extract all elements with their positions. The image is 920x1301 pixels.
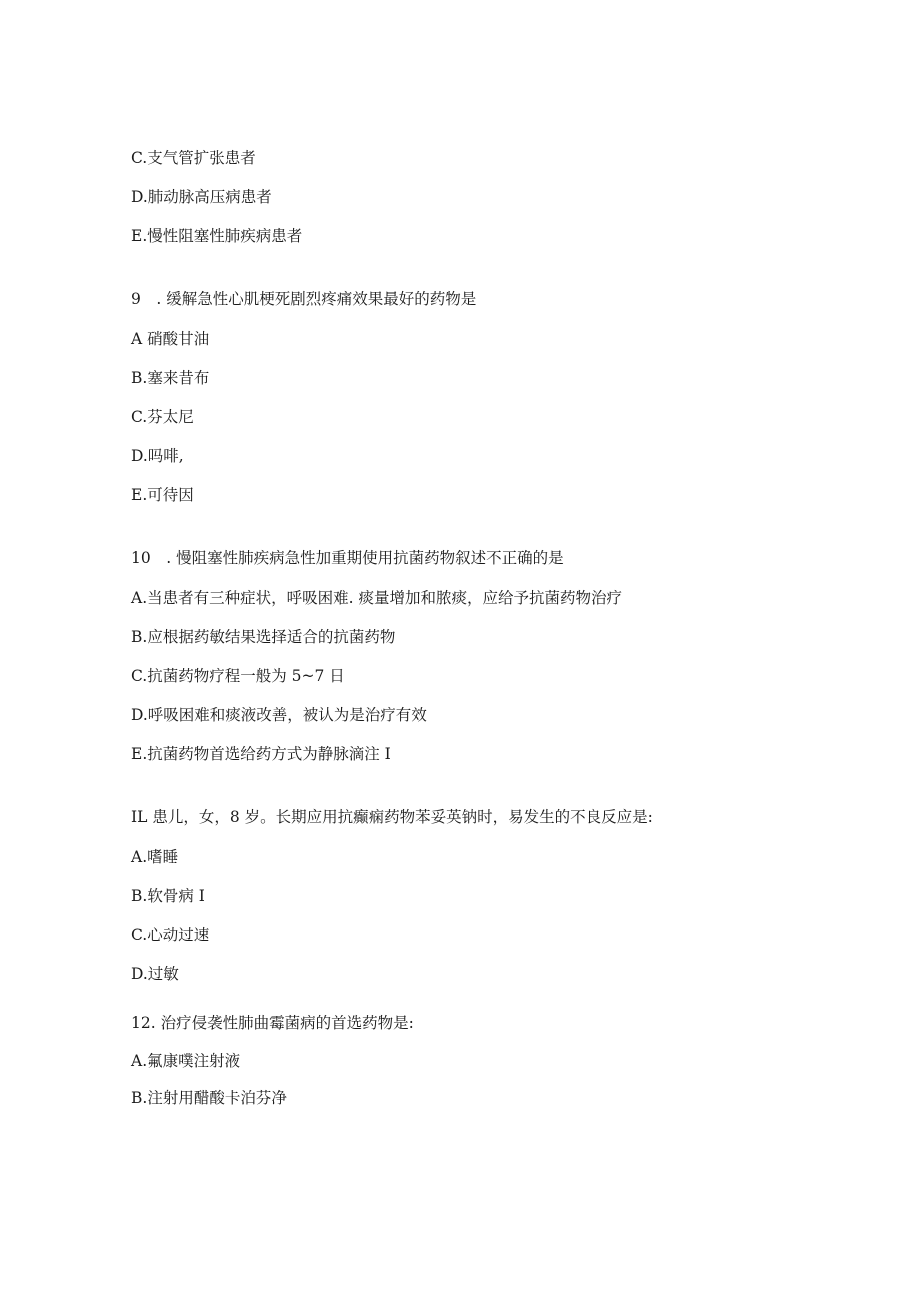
q12-option-b: B.注射用醋酸卡泊芬净 (131, 1089, 287, 1107)
q8-option-e: E.慢性阻塞性肺疾病患者 (131, 227, 303, 245)
q8-option-d: D.肺动脉高压病患者 (131, 188, 272, 206)
q8-option-c: C.支气管扩张患者 (131, 149, 256, 167)
q9-option-c: C.芬太尼 (131, 408, 194, 426)
q9-option-d: D.吗啡, (131, 447, 184, 465)
q10-question: 10 . 慢阻塞性肺疾病急性加重期使用抗菌药物叙述不正确的是 (131, 549, 564, 567)
q9-option-e: E.可待因 (131, 486, 194, 504)
q11-option-d: D.过敏 (131, 965, 179, 983)
q9-option-b: B.塞来昔布 (131, 369, 210, 387)
q11-question: IL 患儿，女，8 岁。长期应用抗癫痫药物苯妥英钠时，易发生的不良反应是: (131, 808, 653, 826)
q10-option-d: D.呼吸困难和痰液改善，被认为是治疗有效 (131, 706, 427, 724)
q11-option-c: C.心动过速 (131, 926, 210, 944)
q10-option-c: C.抗菌药物疗程一般为 5~7 日 (131, 667, 345, 685)
q12-question: 12. 治疗侵袭性肺曲霉菌病的首选药物是: (131, 1014, 414, 1032)
q11-option-a: A.嗜睡 (131, 848, 179, 866)
q10-option-a: A.当患者有三种症状，呼吸困难. 痰量增加和脓痰，应给予抗菌药物治疗 (131, 589, 622, 607)
q11-option-b: B.软骨病 I (131, 887, 205, 905)
q9-question: 9 . 缓解急性心肌梗死剧烈疼痛效果最好的药物是 (131, 290, 477, 308)
q12-option-a: A.氟康噗注射液 (131, 1052, 241, 1070)
q10-option-b: B.应根据药敏结果选择适合的抗菌药物 (131, 628, 396, 646)
q9-option-a: A 硝酸甘油 (131, 330, 210, 348)
q10-option-e: E.抗菌药物首选给药方式为静脉滴注 I (131, 745, 391, 763)
